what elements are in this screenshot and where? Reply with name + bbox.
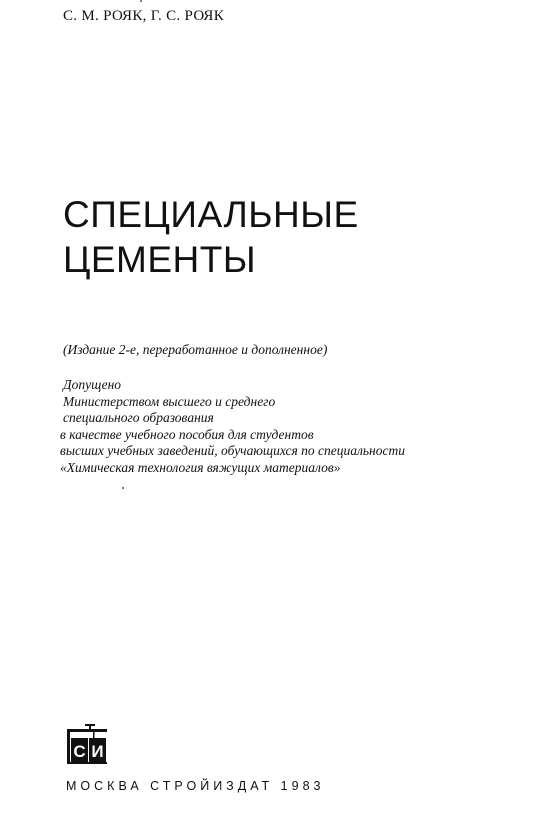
approval-line: в качестве учебного пособия для студентов [60, 426, 314, 442]
edition-note: (Издание 2-е, переработанное и дополненное) [63, 342, 328, 357]
approval-line: высших учебных заведений, обучающихся по специальности [60, 443, 405, 458]
stroyizdat-logo-icon [65, 723, 109, 765]
approval-line: «Химическая технология вяжущих материалов» [60, 459, 341, 475]
approval-statement [60, 377, 405, 476]
book-title-line-2: ЦЕМЕНТЫ [63, 239, 257, 280]
svg-text:С: С [73, 742, 86, 761]
book-title-line-1: СПЕЦИАЛЬНЫЕ [63, 194, 359, 235]
print-speck [122, 487, 124, 489]
approval-line: Допущено [63, 377, 122, 392]
book-title [63, 192, 359, 282]
print-speck [140, 0, 142, 2]
approval-line: специального образования [63, 410, 214, 425]
svg-text:И: И [91, 742, 104, 761]
publisher-logo-graphic [65, 723, 109, 765]
publisher-imprint: МОСКВА СТРОЙИЗДАТ 1983 [66, 779, 325, 793]
approval-line: Министерством высшего и среднего [63, 393, 276, 409]
authors: С. М. РОЯК, Г. С. РОЯК [63, 8, 225, 24]
